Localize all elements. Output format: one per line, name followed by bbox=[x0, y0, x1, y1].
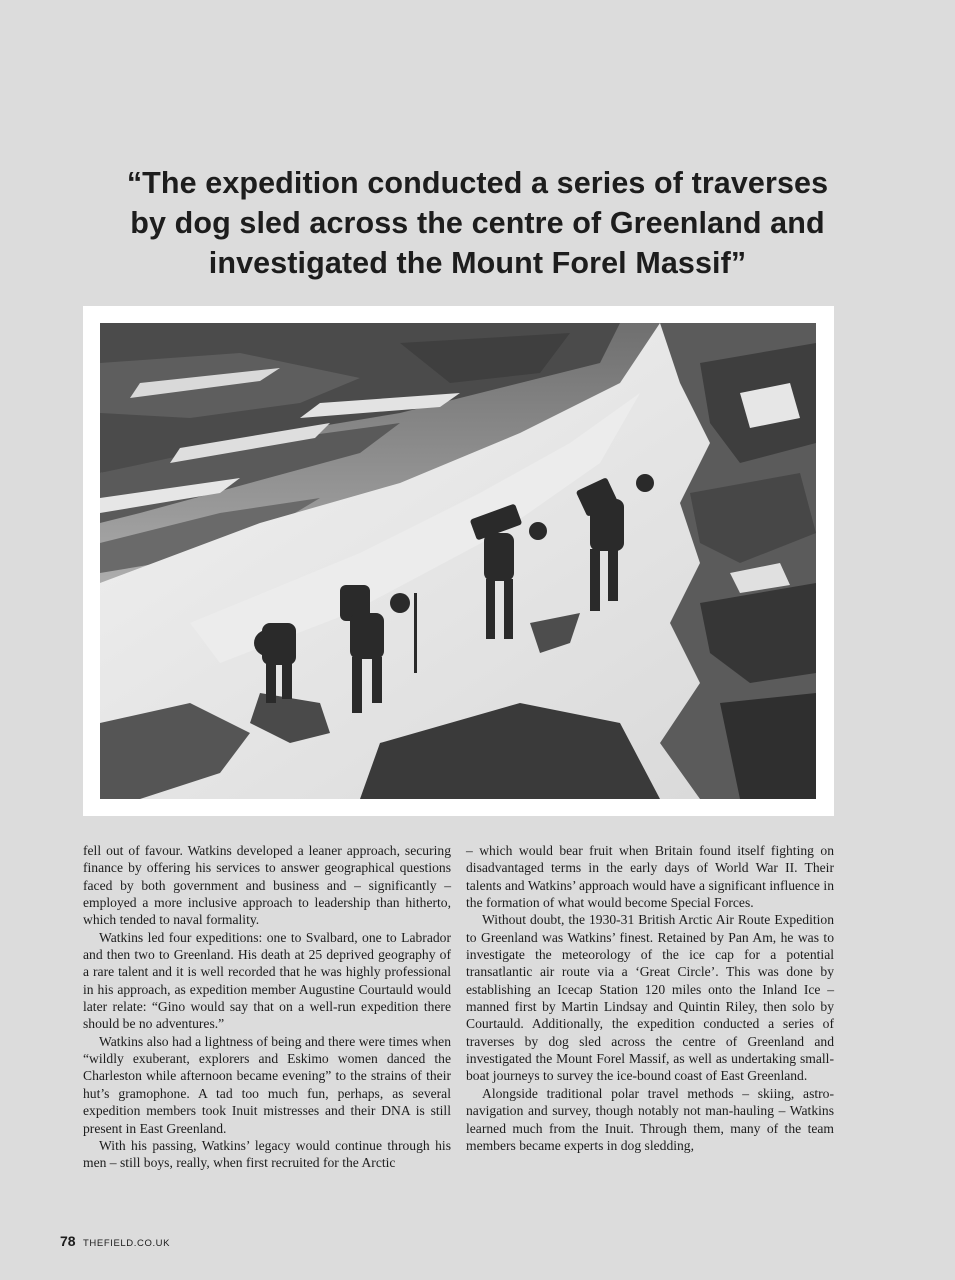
expedition-photo bbox=[100, 323, 816, 799]
pull-quote-line: by dog sled across the centre of Greenland and bbox=[130, 206, 825, 240]
body-column-left bbox=[83, 842, 451, 1172]
body-paragraph: With his passing, Watkins’ legacy would continue through his men – still boys, really, when first recruited for the Arctic bbox=[83, 1137, 451, 1171]
photo-frame bbox=[83, 306, 834, 816]
body-paragraph: – which would bear fruit when Britain found itself fighting on disadvantaged terms in the early days of World War II. Their talents and Watkins’ approach would have a significant influence in the formation of what would become Special Forces. bbox=[466, 843, 834, 911]
page-number: 78 bbox=[60, 1233, 76, 1249]
body-paragraph: Watkins led four expeditions: one to Svalbard, one to Labrador and then two to Greenland. His death at 25 deprived geography of a rare talent and it is well recorded that he was highly professional in his approach, as expedition member Augustine Courtauld would later relate: “Gino would say that on a well-run expedition there should be no adventures.” bbox=[83, 929, 451, 1032]
pull-quote-line: investigated the Mount Forel Massif” bbox=[208, 246, 747, 280]
pull-quote bbox=[60, 163, 895, 283]
site-url: THEFIELD.CO.UK bbox=[83, 1238, 171, 1249]
body-paragraph: Without doubt, the 1930-31 British Arctic Air Route Expedition to Greenland was Watkins’ finest. Retained by Pan Am, he was to investigate the meteorology of the ice cap for a potential transatlantic air route via a ‘Great Circle’. This was done by establishing an Icecap Station 120 miles onto the Inland Ice – manned first by Martin Lindsay and Quintin Riley, then solo by Courtauld. Additionally, the expedition conducted a series of traverses by dog sled across the centre of Greenland and investigated the Mount Forel Massif, as well as undertaking small-boat journeys to survey the ice-bound coast of East Greenland. bbox=[466, 912, 834, 1084]
body-paragraph: fell out of favour. Watkins developed a leaner approach, securing finance by offering his services to answer geographical questions faced by both government and business and – significantly – employed a more inclusive approach to leadership than hitherto, which tended to naval formality. bbox=[83, 843, 451, 928]
page-footer bbox=[60, 1233, 170, 1251]
body-paragraph: Alongside traditional polar travel methods – skiing, astro-navigation and survey, though notably not man-hauling – Watkins learned much from the Inuit. Through them, many of the team members became experts in dog sledding, bbox=[466, 1085, 834, 1153]
body-paragraph: Watkins also had a lightness of being and there were times when “wildly exuberant, explorers and Eskimo women danced the Charleston while afternoon became evening” to the strains of their hut’s gramophone. A tad too much fun, perhaps, as several expedition members took Inuit mistresses and their DNA is still present in East Greenland. bbox=[83, 1033, 451, 1136]
expedition-photo-illustration bbox=[100, 323, 816, 799]
pull-quote-line: “The expedition conducted a series of traverses bbox=[126, 166, 829, 200]
body-column-right bbox=[466, 842, 834, 1154]
